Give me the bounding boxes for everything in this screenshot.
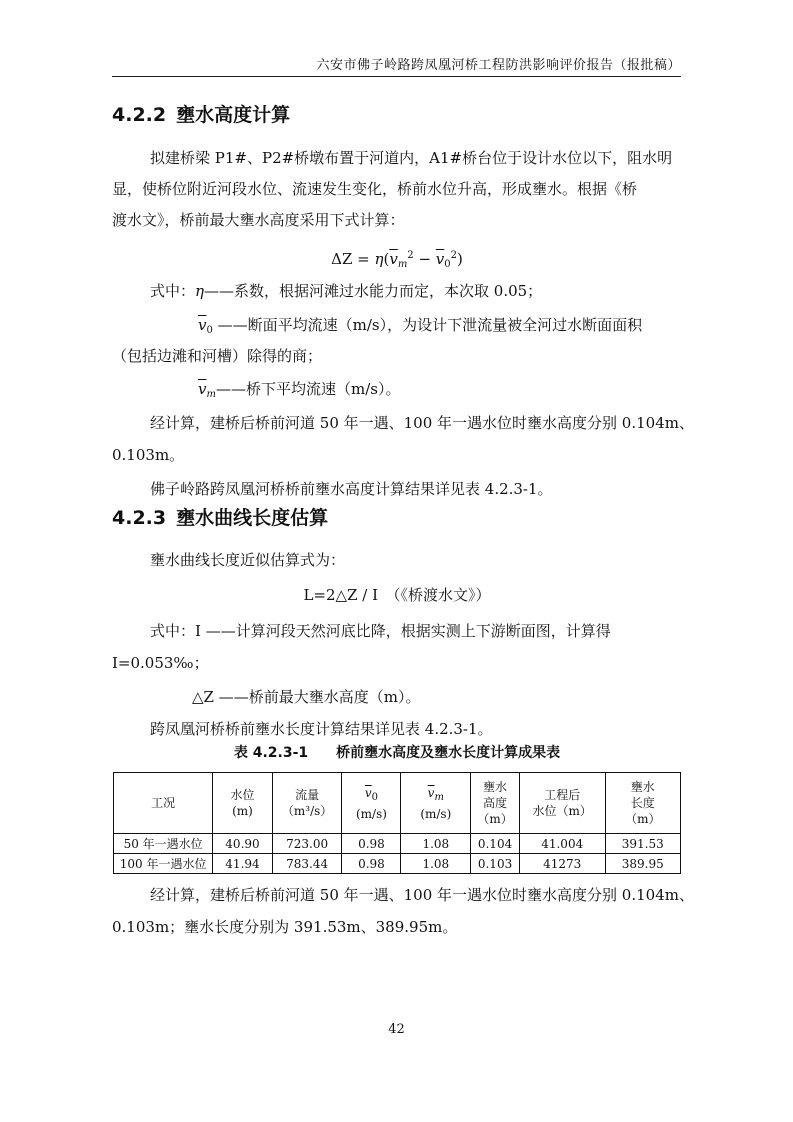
definition-i-line-2: I=0.053‰； — [112, 654, 209, 672]
paragraph-6-line-2: 0.103m；壅水长度分别为 391.53m、389.95m。 — [112, 918, 458, 936]
vm-subscript: m — [206, 389, 216, 400]
formula-minus: − — [413, 250, 436, 268]
cell-post-project-level: 41.004 — [519, 834, 605, 854]
definition-i-line-1: 式中：I ——计算河段天然河底比降，根据实测上下游断面图，计算得 — [150, 622, 611, 640]
formula-v0-sub: 0 — [444, 259, 451, 270]
header-v0: $\overline{v}_0$ (m/s) — [342, 773, 401, 834]
header-post-project-level: 工程后 水位（m） — [519, 773, 605, 834]
cell-backwater-length: 391.53 — [605, 834, 680, 854]
cell-water-level: 41.94 — [213, 854, 273, 874]
cell-condition: 50 年一遇水位 — [114, 834, 213, 854]
formula-backwater-length: L=2△Z / I （《桥渡水文》） — [303, 586, 491, 604]
paragraph-3: 佛子岭路跨凤凰河桥桥前壅水高度计算结果详见表 4.2.3-1。 — [150, 480, 553, 498]
section-heading-4-2-2 — [112, 100, 290, 127]
paragraph-4: 壅水曲线长度近似估算式为： — [150, 551, 346, 569]
formula-vm-sub: m — [397, 259, 408, 270]
cell-discharge: 723.00 — [272, 834, 342, 854]
formula-vm: $\overline{v}$ — [389, 250, 398, 268]
section-number: 4.2.2 — [112, 104, 167, 126]
formula-v0-square: 2 — [450, 250, 458, 261]
page-number: 42 — [388, 1022, 405, 1037]
vm-definition-text: ——桥下平均流速（m/s）。 — [215, 380, 401, 398]
cell-v0: 0.98 — [342, 854, 401, 874]
definition-delta-z: △Z ——桥前最大壅水高度（m）。 — [192, 688, 421, 706]
formula-eta: η — [374, 250, 384, 268]
definition-v0-continued: （包括边滩和河槽）除得的商； — [112, 347, 323, 365]
formula-close-paren: ) — [457, 250, 463, 268]
cell-vm: 1.08 — [401, 854, 471, 874]
cell-backwater-length: 389.95 — [605, 854, 680, 874]
cell-v0: 0.98 — [342, 834, 401, 854]
definition-eta — [112, 276, 720, 307]
header-vm: $\overline{v}_m$ (m/s) — [401, 773, 471, 834]
v0-subscript: 0 — [206, 325, 213, 336]
header-rule — [112, 76, 681, 77]
definition-vm — [112, 374, 768, 410]
vm-symbol: $\overline{v}$ — [198, 380, 207, 398]
section-number: 4.2.3 — [112, 507, 167, 529]
definition-prefix: 式中： — [150, 282, 196, 300]
paragraph-1-line-3: 渡水文》，桥前最大壅水高度采用下式计算： — [112, 211, 405, 229]
paragraph-2-line-2: 0.103m。 — [112, 446, 185, 464]
cell-post-project-level: 41273 — [519, 854, 605, 874]
eta-symbol: η — [195, 282, 205, 300]
cell-vm: 1.08 — [401, 834, 471, 854]
cell-discharge: 783.44 — [272, 854, 342, 874]
header-discharge: 流量 （m³/s） — [272, 773, 342, 834]
table-caption: 表 4.2.3-1 桥前壅水高度及壅水长度计算成果表 — [233, 745, 561, 761]
header-condition: 工况 — [114, 773, 213, 834]
formula-backwater-height — [112, 240, 682, 280]
eta-definition-text: ——系数，根据河滩过水能力而定，本次取 0.05； — [204, 282, 543, 300]
paragraph-2-line-1: 经计算，建桥后桥前河道 50 年一遇、100 年一遇水位时壅水高度分别 0.104m、 — [150, 414, 694, 432]
paragraph-1-line-1: 拟建桥梁 P1#、P2#桥墩布置于河道内，A1#桥台位于设计水位以下，阻水明 — [150, 149, 673, 167]
paragraph-1-line-2: 显，使桥位附近河段水位、流速发生变化，桥前水位升高，形成壅水。根据《桥 — [112, 180, 638, 198]
header-water-level: 水位 (m) — [213, 773, 273, 834]
cell-backwater-height: 0.103 — [471, 854, 520, 874]
formula-v0: $\overline{v}$ — [435, 250, 445, 268]
v0-symbol: $\overline{v}$ — [198, 316, 207, 334]
formula-vm-square: 2 — [407, 250, 414, 261]
table-row — [114, 834, 681, 854]
results-table — [113, 772, 681, 874]
cell-condition: 100 年一遇水位 — [114, 854, 213, 874]
v0-definition-text: ——断面平均流速（m/s），为设计下泄流量被全河过水断面面积 — [212, 316, 643, 334]
table-header-row — [114, 773, 681, 834]
cell-water-level: 40.90 — [213, 834, 273, 854]
paragraph-5: 跨凤凰河桥桥前壅水长度计算结果详见表 4.2.3-1。 — [150, 720, 493, 738]
formula-open-paren: ( — [383, 250, 390, 268]
section-title: 壅水曲线长度估算 — [176, 507, 329, 529]
cell-backwater-height: 0.104 — [471, 834, 520, 854]
table-row — [114, 854, 681, 874]
header-backwater-height: 壅水 高度 （m） — [471, 773, 520, 834]
formula-lhs: ΔZ = — [331, 250, 375, 268]
paragraph-6-line-1: 经计算，建桥后桥前河道 50 年一遇、100 年一遇水位时壅水高度分别 0.104m、 — [150, 886, 694, 904]
header-backwater-length: 壅水 长度 （m） — [605, 773, 680, 834]
section-heading-4-2-3 — [112, 503, 328, 530]
section-title: 壅水高度计算 — [176, 104, 291, 126]
running-header: 六安市佛子岭路跨凤凰河桥工程防洪影响评价报告（报批稿） — [316, 58, 681, 73]
